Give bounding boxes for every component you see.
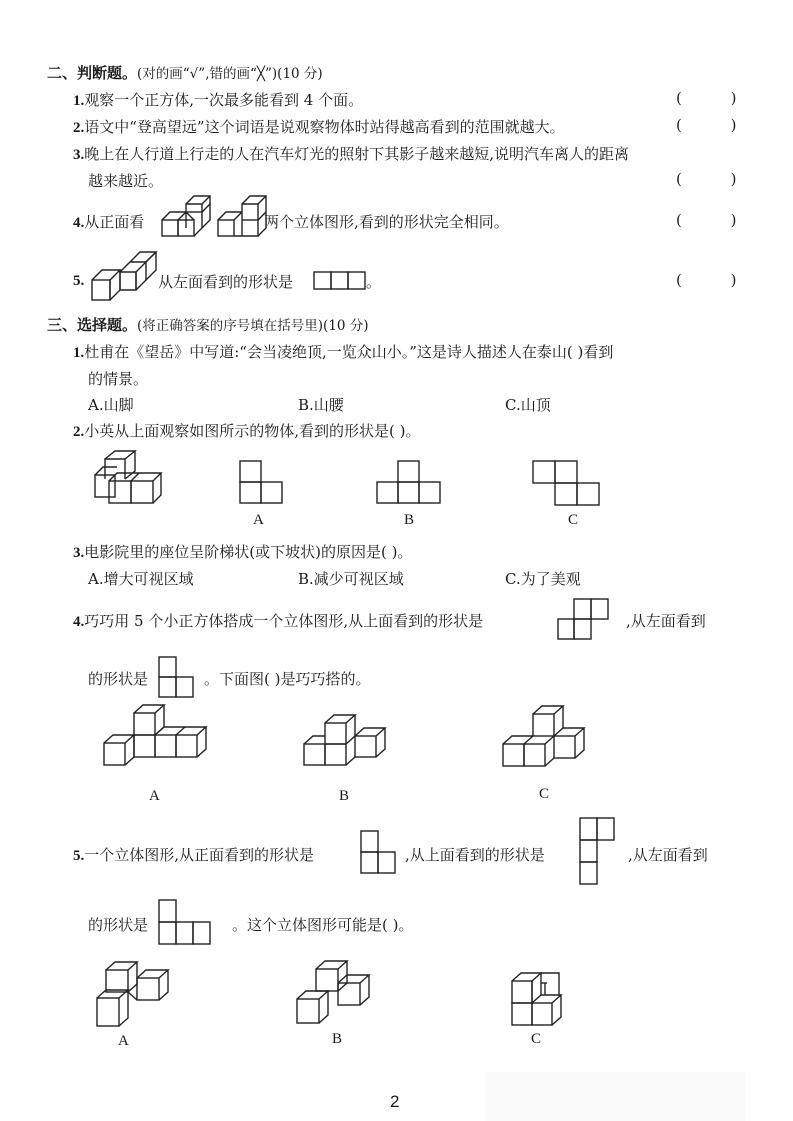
choice-q1-continued: 的情景。 [88,370,149,388]
q5-option-c-figure[interactable] [511,973,567,1029]
option-a-shape[interactable] [239,460,285,506]
q4-option-c-label[interactable]: C [539,786,550,802]
q4-option-b-label[interactable]: B [339,788,350,804]
option-b[interactable]: B.减少可视区域 [298,570,404,588]
q4-option-b-figure[interactable] [302,722,392,780]
answer-blank-judge-4[interactable]: ( ) [676,211,759,229]
item-text: 一个立体图形,从正面看到的形状是 [84,846,315,864]
item-text: 观察一个正方体,一次最多能看到 4 个面。 [84,91,364,109]
choice-q5 [73,844,314,865]
choice-q4-text-end: 。下面图( )是巧巧搭的。 [204,670,371,688]
q4-option-a-label[interactable]: A [149,788,160,804]
judge-item-5 [73,271,84,290]
cube-stack-figure-1 [160,198,210,244]
q4-left-view-shape [158,656,204,700]
choice-q3 [73,541,412,562]
q5-option-c-label[interactable]: C [531,1031,542,1047]
item-number: 2. [73,120,85,136]
q5-option-a-label[interactable]: A [118,1033,129,1049]
judge-item-3-continued: 越来越近。 [88,172,164,190]
item-number: 1. [73,93,85,109]
choice-q4 [73,610,483,631]
item-number: 1. [73,345,85,361]
choice-q4-continued: 的形状是 [88,670,149,688]
three-square-row-shape [314,272,368,290]
item-number: 5. [73,848,85,864]
option-a[interactable]: A.山脚 [88,396,134,414]
item-text: 晚上在人行道上行走的人在汽车灯光的照射下其影子越来越短,说明汽车离人的距离 [84,145,630,163]
item-text: 电影院里的座位呈阶梯状(或下坡状)的原因是( )。 [84,543,413,561]
option-c-shape[interactable] [532,460,602,506]
q5-left-view-shape [158,899,234,945]
choice-q5-text-end: 。这个立体图形可能是( )。 [232,916,414,934]
option-b[interactable]: B.山腰 [298,396,344,414]
choice-q5-text-mid2: ,从左面看到 [628,846,708,864]
item-number: 3. [73,147,85,163]
choice-q5-text-mid1: ,从上面看到的形状是 [405,846,545,864]
judge-item-4 [73,211,144,232]
choice-q1 [73,341,613,362]
q2-cube-object-figure [93,451,165,511]
option-c-label[interactable]: C [568,512,579,528]
choice-q4-text-mid: ,从左面看到 [626,612,706,630]
judge-item-2 [73,116,565,137]
scan-artifact [485,1072,745,1121]
section-2-note: (对的画“√”,错的画“╳”)(10 分) [137,66,323,82]
q5-option-b-figure[interactable] [296,959,372,1027]
section-2-title: 二、判断题。 [47,64,138,82]
item-text: 小英从上面观察如图所示的物体,看到的形状是( )。 [84,422,421,440]
item-number: 5. [73,273,85,289]
judge-item-1 [73,89,363,110]
cube-row-figure [90,258,156,306]
q5-option-a-figure[interactable] [96,966,168,1030]
page-number: 2 [390,1092,400,1111]
item-number: 4. [73,614,85,630]
choice-q5-continued: 的形状是 [88,916,149,934]
answer-blank-judge-5[interactable]: ( ) [676,271,759,289]
q4-top-view-shape [557,598,629,642]
option-a-label[interactable]: A [253,512,264,528]
item-number: 2. [73,424,85,440]
item-text: 从正面看 [84,213,145,231]
judge-item-5-end: 。 [366,273,382,291]
section-3-heading [47,314,369,335]
section-3-title: 三、选择题。 [47,316,138,334]
q5-front-view-shape [360,830,406,874]
q5-option-b-label[interactable]: B [332,1031,343,1047]
item-text: 语文中“登高望远”这个词语是说观察物体时站得越高看到的范围就越大。 [84,118,565,136]
item-text: 巧巧用 5 个小正方体搭成一个立体图形,从上面看到的形状是 [84,612,484,630]
judge-item-3 [73,143,629,164]
judge-item-5-text: 从左面看到的形状是 [158,273,294,291]
section-3-note: (将正确答案的序号填在括号里)(10 分) [137,318,369,334]
answer-blank-judge-2[interactable]: ( ) [676,116,759,134]
judge-item-4-text: 两个立体图形,看到的形状完全相同。 [264,213,509,231]
answer-blank-judge-3[interactable]: ( ) [676,170,759,188]
choice-q2 [73,420,421,441]
item-number: 4. [73,215,85,231]
option-b-label[interactable]: B [404,512,415,528]
item-text: 杜甫在《望岳》中写道:“会当凌绝顶,一览众山小。”这是诗人描述人在泰山( )看到 [84,343,614,361]
option-c[interactable]: C.山顶 [505,396,551,414]
cube-stack-figure-2 [216,198,266,244]
q4-option-c-figure[interactable] [501,718,591,780]
option-a[interactable]: A.增大可视区域 [88,570,194,588]
option-b-shape[interactable] [376,460,444,506]
q5-top-view-shape [579,817,631,887]
q4-option-a-figure[interactable] [102,717,220,779]
item-number: 3. [73,545,85,561]
answer-blank-judge-1[interactable]: ( ) [676,89,759,107]
section-2-heading [47,62,323,83]
option-c[interactable]: C.为了美观 [505,570,581,588]
